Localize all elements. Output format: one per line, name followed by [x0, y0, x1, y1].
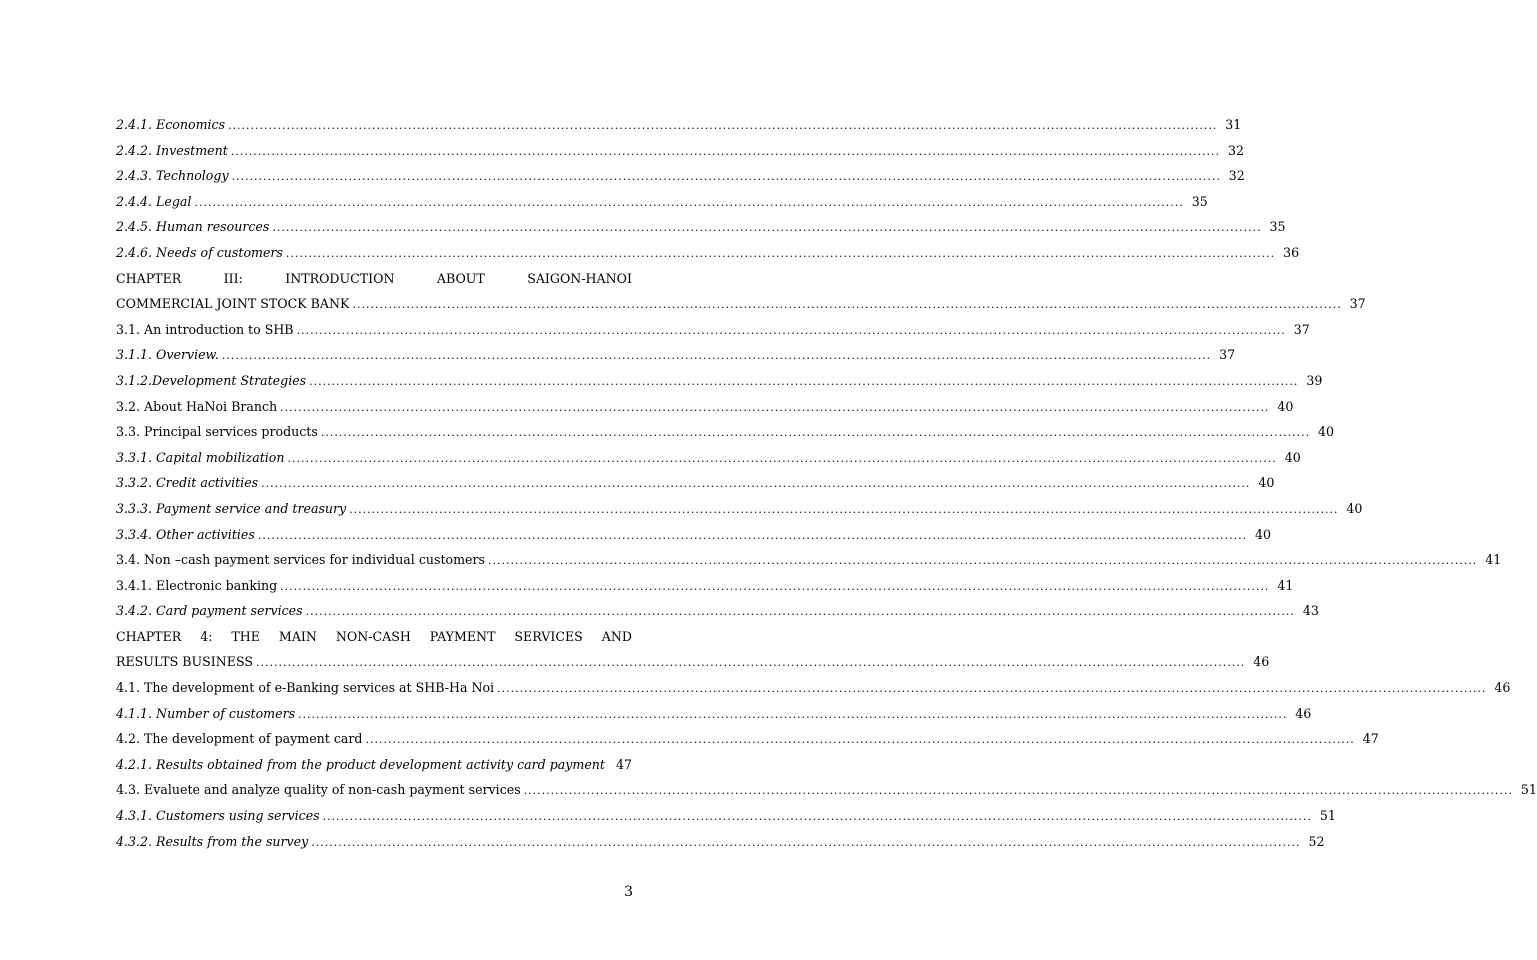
toc-leader-dots: ............................................................................................................................................................................................................................: [497, 682, 1487, 696]
toc-entry[interactable]: [116, 163, 1245, 189]
toc-entry[interactable]: [116, 368, 1323, 394]
toc-entry-title: 3.4. Non –cash payment services for individual customers: [116, 552, 485, 568]
table-of-contents: [116, 112, 1537, 854]
toc-entry-page: 46: [1295, 705, 1312, 721]
toc-entry-page: 40: [1258, 475, 1275, 491]
toc-leader-dots: ............................................................................................................................................................................................................................: [309, 374, 1299, 388]
toc-leader-dots: ............................................................................................................................................................................................................................: [296, 323, 1286, 337]
toc-leader-dots: ............................................................................................................................................................................................................................: [228, 119, 1218, 132]
toc-entry-title: RESULTS BUSINESS: [116, 654, 253, 670]
toc-entry-page: 37: [1293, 321, 1310, 337]
toc-entry-page: 41: [1277, 577, 1294, 593]
toc-entry[interactable]: [116, 470, 1275, 496]
toc-entry-page: 32: [1228, 168, 1245, 184]
toc-entry-page: 40: [1346, 500, 1363, 516]
toc-entry[interactable]: [116, 317, 1310, 343]
toc-entry-page: 46: [1253, 654, 1270, 670]
toc-leader-dots: ............................................................................................................................................................................................................................: [305, 605, 1295, 619]
toc-entry-title: 4.1. The development of e-Banking services at SHB-Ha Noi: [116, 680, 495, 696]
toc-entry-title: 2.4.1. Economics: [116, 117, 226, 132]
toc-leader-dots: ............................................................................................................................................................................................................................: [320, 426, 1311, 440]
page-number: 3: [624, 884, 633, 900]
toc-entry[interactable]: [116, 112, 1242, 138]
toc-leader-dots: ............................................................................................................................................................................................................................: [287, 451, 1277, 465]
toc-heading-word: SAIGON-HANOI: [527, 270, 632, 286]
toc-entry-page: 31: [1225, 117, 1242, 132]
toc-entry[interactable]: [116, 291, 1366, 317]
toc-entry-title: 2.4.4. Legal: [116, 193, 192, 209]
toc-entry-title: 4.3.2. Results from the survey: [116, 833, 309, 849]
toc-entry-title: 3.3.3. Payment service and treasury: [116, 500, 347, 516]
toc-entry-page: 41: [1485, 552, 1502, 568]
toc-heading-word: CHAPTER: [116, 628, 182, 644]
toc-entry-title: 2.4.5. Human resources: [116, 219, 270, 235]
toc-leader-dots: ............................................................................................................................................................................................................................: [230, 144, 1221, 158]
toc-entry-title: 3.3.4. Other activities: [116, 526, 255, 542]
toc-entry-page: 35: [1269, 219, 1286, 235]
toc-entry[interactable]: [116, 829, 1325, 855]
toc-leader-dots: ............................................................................................................................................................................................................................: [261, 477, 1251, 491]
toc-leader-dots: ............................................................................................................................................................................................................................: [488, 554, 1478, 568]
toc-entry-title: 4.2.1. Results obtained from the product development activity card payment: [116, 756, 605, 772]
toc-entry[interactable]: [116, 649, 1270, 675]
toc-entry[interactable]: [116, 240, 1300, 266]
toc-entry[interactable]: [116, 675, 1511, 701]
toc-entry-page: 37: [1219, 347, 1236, 363]
toc-entry-title: 3.1.2.Development Strategies: [116, 372, 307, 388]
toc-entry[interactable]: [116, 598, 1319, 624]
toc-heading-word: ABOUT: [436, 270, 485, 286]
toc-entry-page: 47: [615, 756, 632, 772]
toc-leader-dots: ............................................................................................................................................................................................................................: [352, 298, 1342, 312]
toc-leader-dots: ............................................................................................................................................................................................................................: [523, 784, 1513, 798]
toc-chapter-heading: [116, 266, 632, 292]
toc-entry-title: 3.3. Principal services products: [116, 424, 318, 440]
toc-entry[interactable]: [116, 701, 1312, 727]
toc-entry-title: 2.4.3. Technology: [116, 168, 229, 184]
toc-leader-dots: ............................................................................................................................................................................................................................: [322, 810, 1312, 824]
toc-entry[interactable]: [116, 803, 1336, 829]
toc-entry[interactable]: [116, 189, 1208, 215]
toc-heading-word: AND: [601, 628, 632, 644]
toc-leader-dots: ............................................................................................................................................................................................................................: [256, 656, 1246, 670]
toc-entry-page: 43: [1302, 603, 1319, 619]
toc-entry-title: 2.4.6. Needs of customers: [116, 244, 283, 260]
toc-entry-title: 3.1.1. Overview.: [116, 347, 219, 363]
toc-entry[interactable]: [116, 496, 1363, 522]
toc-entry-title: 3.4.2. Card payment services: [116, 603, 303, 619]
toc-entry[interactable]: [116, 138, 1245, 164]
toc-entry-title: 4.3.1. Customers using services: [116, 808, 320, 824]
toc-entry[interactable]: [116, 445, 1301, 471]
toc-entry-title: COMMERCIAL JOINT STOCK BANK: [116, 296, 350, 312]
toc-entry-page: 51: [1319, 808, 1336, 824]
toc-leader-dots: ............................................................................................................................................................................................................................: [280, 400, 1270, 414]
toc-heading-word: PAYMENT: [429, 628, 496, 644]
toc-entry[interactable]: [116, 419, 1335, 445]
toc-leader-dots: ............................................................................................................................................................................................................................: [349, 502, 1339, 516]
toc-leader-dots: ............................................................................................................................................................................................................................: [257, 528, 1248, 542]
toc-leader-dots: ............................................................................................................................................................................................................................: [280, 579, 1270, 593]
toc-entry-page: 40: [1255, 526, 1272, 542]
toc-entry[interactable]: [116, 522, 1272, 548]
toc-entry[interactable]: [116, 214, 1286, 240]
toc-leader-dots: ............................................................................................................................................................................................................................: [365, 733, 1355, 747]
toc-entry-title: 4.3. Evaluete and analyze quality of non-cash payment services: [116, 782, 521, 798]
toc-chapter-heading: [116, 624, 632, 650]
toc-entry-page: 51: [1520, 782, 1537, 798]
toc-entry[interactable]: [116, 547, 1502, 573]
toc-entry-page: 39: [1306, 372, 1323, 388]
toc-leader-dots: ............................................................................................................................................................................................................................: [231, 170, 1221, 184]
toc-heading-word: THE: [231, 628, 260, 644]
toc-entry-title: 4.1.1. Number of customers: [116, 705, 296, 721]
toc-entry[interactable]: [116, 342, 1236, 368]
toc-entry-page: 46: [1494, 680, 1511, 696]
toc-leader-dots: ............................................................................................................................................................................................................................: [311, 835, 1301, 849]
toc-entry-page: 52: [1308, 833, 1325, 849]
toc-heading-word: NON-CASH: [335, 628, 411, 644]
toc-heading-word: MAIN: [278, 628, 317, 644]
toc-entry-title: 3.4.1. Electronic banking: [116, 577, 278, 593]
toc-entry-title: 3.2. About HaNoi Branch: [116, 398, 278, 414]
toc-heading-word: III:: [223, 270, 243, 286]
toc-leader-dots: ............................................................................................................................................................................................................................: [194, 195, 1184, 209]
toc-entry[interactable]: [116, 573, 1294, 599]
toc-entry-page: 40: [1284, 449, 1301, 465]
toc-entry[interactable]: [116, 777, 1537, 803]
toc-entry-page: 40: [1318, 424, 1335, 440]
toc-heading-word: INTRODUCTION: [285, 270, 395, 286]
toc-leader-dots: ............................................................................................................................................................................................................................: [285, 246, 1276, 260]
toc-heading-word: CHAPTER: [116, 270, 182, 286]
toc-entry-page: 32: [1228, 142, 1245, 158]
toc-leader-dots: ............................................................................................................................................................................................................................: [221, 349, 1212, 363]
toc-entry-page: 37: [1349, 296, 1366, 312]
toc-entry-title: 4.2. The development of payment card: [116, 731, 363, 747]
toc-leader-dots: ............................................................................................................................................................................................................................: [298, 707, 1288, 721]
toc-entry-page: 47: [1362, 731, 1379, 747]
toc-entry-title: 3.3.2. Credit activities: [116, 475, 259, 491]
toc-leader-dots: ............................................................................................................................................................................................................................: [272, 221, 1262, 235]
toc-heading-word: SERVICES: [514, 628, 583, 644]
toc-entry-title: 2.4.2. Investment: [116, 142, 228, 158]
toc-entry[interactable]: [116, 726, 1379, 752]
toc-entry-title: 3.3.1. Capital mobilization: [116, 449, 285, 465]
toc-entry[interactable]: [116, 752, 632, 778]
toc-heading-word: 4:: [200, 628, 213, 644]
toc-entry-page: 35: [1191, 193, 1208, 209]
toc-entry[interactable]: [116, 394, 1294, 420]
toc-entry-page: 40: [1277, 398, 1294, 414]
toc-entry-page: 36: [1283, 244, 1300, 260]
toc-entry-title: 3.1. An introduction to SHB: [116, 321, 294, 337]
